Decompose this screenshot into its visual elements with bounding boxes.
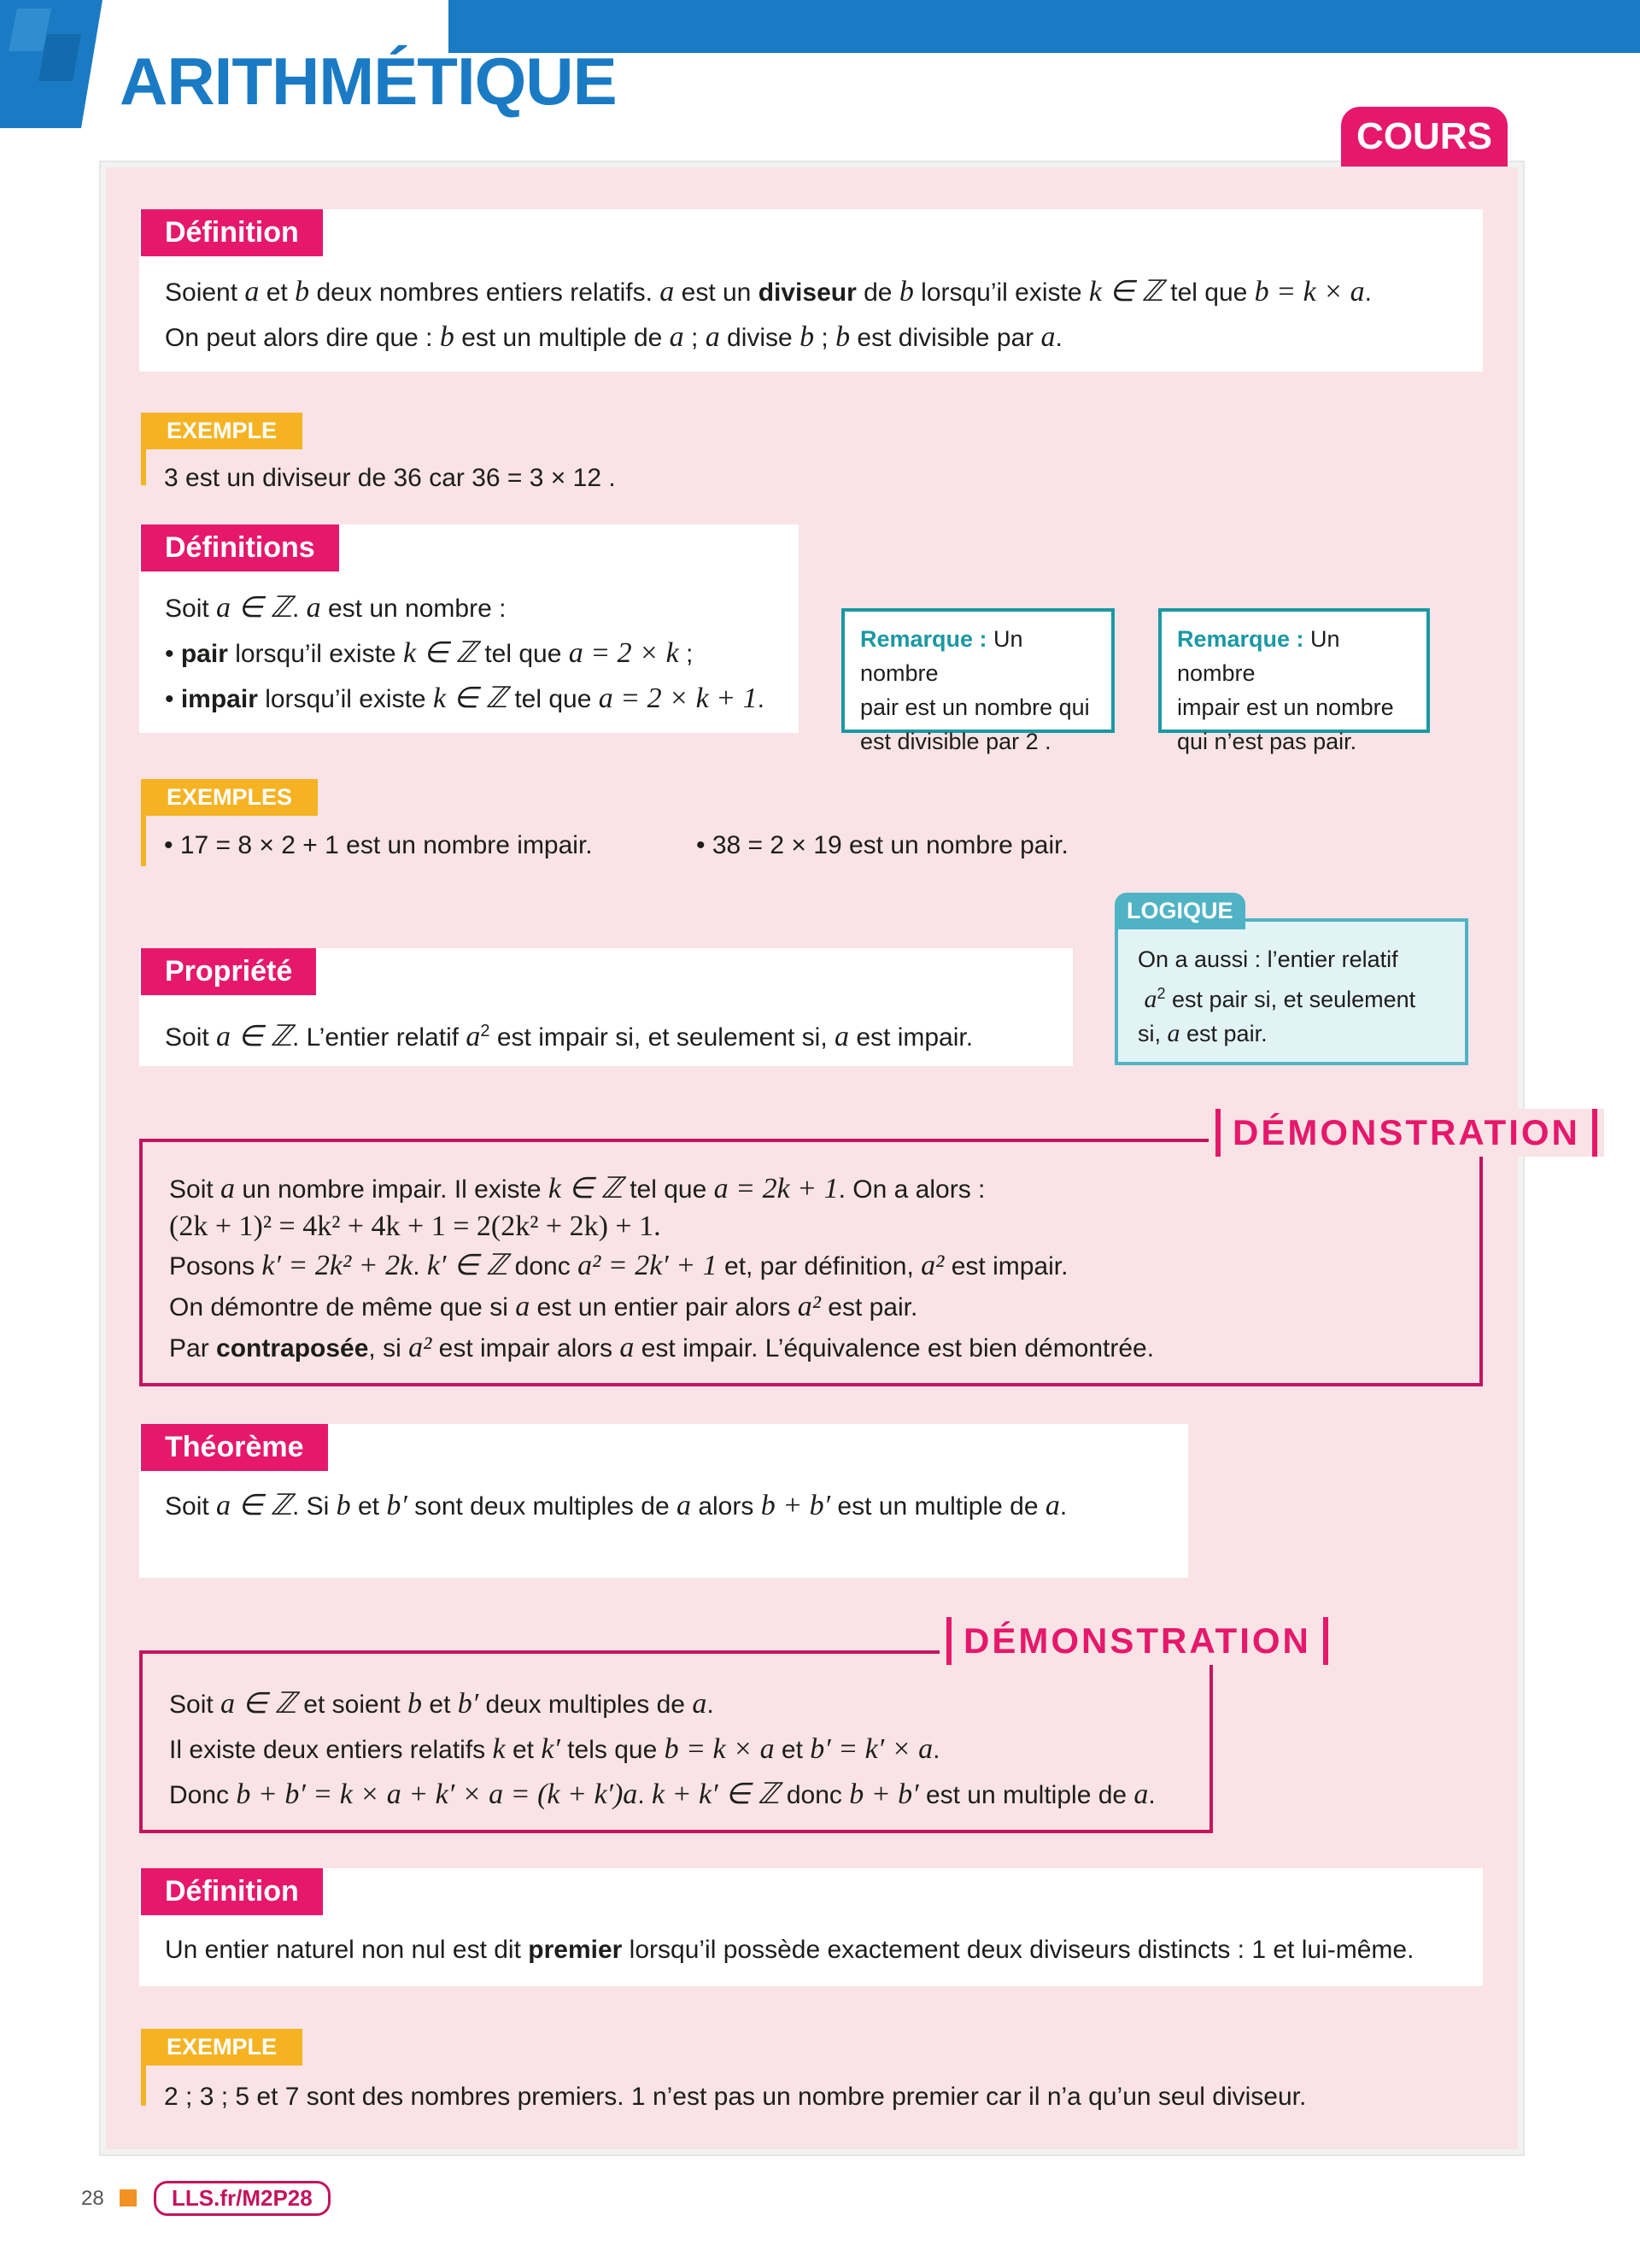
- example-badge: EXEMPLE: [141, 413, 302, 449]
- definitions-badge: Définitions: [141, 525, 339, 571]
- property-text: Soit a ∈ ℤ. L’entier relatif $a^2$ est impair si, et seulement si, a est impair.: [165, 1021, 974, 1052]
- demo2-line-1: Soit a ∈ ℤ et soient b et b′ deux multiples de a.: [169, 1688, 714, 1720]
- logique-text: On a aussi : l’entier relatif $a^2$ est pair si, et seulement si, a est pair.: [1138, 946, 1416, 1047]
- demonstration-tag: DÉMONSTRATION: [940, 1617, 1335, 1665]
- theorem-badge: Théorème: [141, 1424, 328, 1471]
- header-band: [448, 0, 1640, 53]
- example-prime-text: 2 ; 3 ; 5 et 7 sont des nombres premiers. 1 n’est pas un nombre premier car il n’a qu’un seul diviseur.: [164, 2083, 1307, 2111]
- demonstration-tag: DÉMONSTRATION: [1209, 1109, 1604, 1157]
- property-badge: Propriété: [141, 948, 316, 995]
- demo2-line-2: Il existe deux entiers relatifs k et k′ tels que b = k × a et b′ = k′ × a.: [169, 1733, 940, 1765]
- definition-prime-text: Un entier naturel non nul est dit premier lorsqu’il possède exactement deux diviseurs distincts : 1 et lui-même.: [165, 1936, 1414, 1964]
- examples-badge: EXEMPLES: [141, 779, 318, 816]
- remark-box-pair: Remarque : Un nombre pair est un nombre qui est divisible par 2 .: [841, 608, 1115, 733]
- definition-badge: Définition: [141, 209, 323, 256]
- example-text: 3 est un diviseur de 36 car 36 = 3 × 12 .: [164, 464, 616, 492]
- demo1-line-5: Par contraposée, si a² est impair alors a est impair. L’équivalence est bien démontrée.: [169, 1332, 1155, 1363]
- cours-tab: COURS: [1341, 107, 1508, 167]
- examples-bar: [141, 779, 146, 866]
- demo1-line-4: On démontre de même que si a est un entier pair alors a² est pair.: [169, 1291, 918, 1322]
- theorem-text: Soit a ∈ ℤ. Si b et b′ sont deux multiples de a alors b + b′ est un multiple de a.: [165, 1490, 1068, 1521]
- definitions-line-1: Soit a ∈ ℤ. a est un nombre :: [165, 592, 507, 624]
- page-number: 28: [81, 2187, 104, 2210]
- demo2-line-3: Donc b + b′ = k × a + k′ × a = (k + k′)a. k + k′ ∈ ℤ donc b + b′ est un multiple de a.: [169, 1779, 1156, 1810]
- lls-link[interactable]: LLS.fr/M2P28: [154, 2181, 331, 2216]
- example-bar: [141, 2029, 146, 2106]
- definition-line-2: On peut alors dire que : b est un multiple de a ; a divise b ; b est divisible par a.: [165, 321, 1063, 353]
- definition-line-1: Soient a et b deux nombres entiers relatifs. a est un diviseur de b lorsqu’il existe k ∈ ℤ tel que b = k × a.: [165, 276, 1372, 308]
- logique-tag: LOGIQUE: [1115, 893, 1245, 929]
- example-item-even: • 38 = 2 × 19 est un nombre pair.: [696, 831, 1069, 859]
- remark-box-impair: Remarque : Un nombre impair est un nombre qui n’est pas pair.: [1158, 608, 1430, 733]
- example-item-odd: • 17 = 8 × 2 + 1 est un nombre impair.: [164, 831, 593, 859]
- definitions-line-pair: • pair lorsqu’il existe k ∈ ℤ tel que a = 2 × k ;: [165, 637, 694, 669]
- definition-badge: Définition: [141, 1868, 323, 1915]
- demo1-line-2: (2k + 1)² = 4k² + 4k + 1 = 2(2k² + 2k) + 1.: [169, 1210, 661, 1242]
- definitions-line-impair: • impair lorsqu’il existe k ∈ ℤ tel que a = 2 × k + 1.: [165, 683, 764, 714]
- corner-decoration: [0, 0, 102, 128]
- example-badge: EXEMPLE: [141, 2029, 302, 2066]
- page-title: ARITHMÉTIQUE: [120, 44, 617, 119]
- example-bar: [141, 413, 146, 485]
- page-marker: [120, 2189, 137, 2206]
- demo1-line-1: Soit a un nombre impair. Il existe k ∈ ℤ tel que a = 2k + 1. On a alors :: [169, 1173, 986, 1204]
- demo1-line-3: Posons k′ = 2k² + 2k. k′ ∈ ℤ donc a² = 2k′ + 1 et, par définition, a² est impair.: [169, 1250, 1069, 1281]
